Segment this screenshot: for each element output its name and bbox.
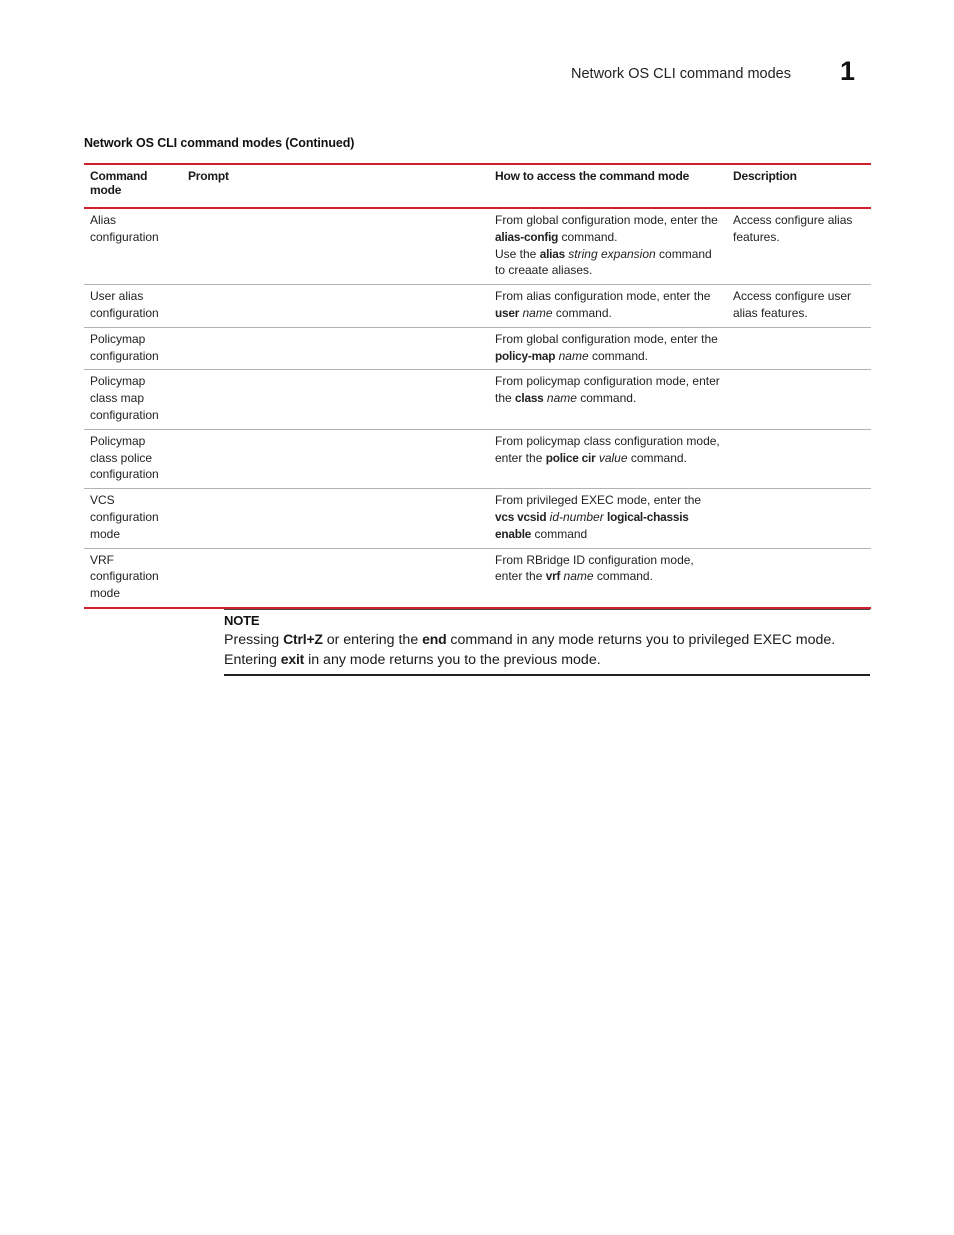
access-text: From alias configuration mode, enter the — [495, 289, 711, 304]
prompt-cell — [182, 489, 489, 548]
command-variable: string expansion — [568, 246, 656, 261]
command-variable: name — [558, 348, 589, 363]
access-text: Use the — [495, 246, 540, 261]
table-row — [84, 489, 871, 548]
column-header: Description — [733, 169, 797, 183]
command-keyword: vcs vcsid — [495, 509, 547, 524]
command-mode-line: Policymap — [90, 331, 146, 346]
access-text: From privileged EXEC mode, enter the — [495, 493, 702, 508]
table-row — [84, 208, 871, 285]
command-mode-cell — [84, 548, 182, 608]
access-cell — [489, 370, 727, 429]
description-cell — [727, 370, 871, 429]
access-cell — [489, 327, 727, 370]
command-mode-line: configuration — [90, 305, 159, 320]
chapter-number: 1 — [840, 56, 856, 86]
note-keyword: end — [422, 631, 447, 647]
access-cell — [489, 285, 727, 328]
command-mode-line: Policymap — [90, 374, 146, 389]
command-keyword: alias — [539, 246, 565, 261]
command-mode-line: Policymap — [90, 433, 146, 448]
access-text: From policymap class configuration mode, enter the — [495, 433, 720, 465]
command-keyword: police cir — [545, 450, 596, 465]
access-text: command — [531, 526, 588, 541]
access-paragraph — [495, 492, 721, 542]
command-mode-line: configuration — [90, 467, 159, 482]
page-header — [0, 56, 954, 94]
note-text: in any mode returns you to the previous mode. — [304, 652, 601, 668]
description-cell: Access configure user alias features. — [733, 289, 852, 320]
column-header: Prompt — [188, 169, 229, 183]
command-variable: name — [563, 569, 594, 584]
command-variable: value — [598, 450, 628, 465]
command-mode-cell — [84, 429, 182, 488]
access-paragraph — [495, 246, 721, 280]
command-mode-line: class map — [90, 391, 145, 406]
command-mode-cell — [84, 327, 182, 370]
prompt-cell — [182, 548, 489, 608]
command-mode-line: VRF — [90, 552, 114, 567]
command-keyword: logical-chassis enable — [495, 509, 689, 541]
table-header-row — [84, 164, 871, 208]
description-cell — [727, 489, 871, 548]
note-text: Entering — [224, 652, 281, 668]
access-text: From policymap configuration mode, enter the — [495, 374, 720, 406]
note-box — [224, 609, 870, 676]
access-text: command. — [627, 450, 687, 465]
access-paragraph — [495, 552, 721, 586]
note-text: Pressing — [224, 632, 284, 648]
command-keyword: class — [515, 391, 544, 406]
command-mode-line: configuration — [90, 348, 159, 363]
table-caption: Network OS CLI command modes (Continued) — [84, 136, 355, 150]
description-cell — [727, 548, 871, 608]
access-text: From global configuration mode, enter the — [495, 331, 718, 346]
note-text: or entering the — [322, 632, 423, 648]
command-mode-cell — [84, 489, 182, 548]
command-mode-line: class police — [90, 450, 153, 465]
access-cell — [489, 548, 727, 608]
command-mode-line: mode — [90, 586, 121, 601]
table-row — [84, 285, 871, 328]
command-modes-table — [84, 163, 871, 609]
access-cell — [489, 208, 727, 285]
note-line-1 — [224, 630, 870, 650]
access-text: command to creaate aliases. — [495, 246, 712, 278]
access-cell — [489, 429, 727, 488]
access-paragraph — [495, 433, 721, 467]
note-label: NOTE — [224, 613, 260, 628]
command-variable: id-number — [549, 509, 604, 524]
command-keyword: alias-config — [495, 229, 559, 244]
access-text: command. — [558, 229, 618, 244]
note-keyword: Ctrl+Z — [283, 631, 323, 647]
table-row — [84, 548, 871, 608]
access-paragraph — [495, 331, 721, 365]
description-cell — [727, 327, 871, 370]
command-mode-cell — [84, 370, 182, 429]
access-text: command. — [593, 569, 653, 584]
column-header: Command mode — [90, 169, 148, 197]
command-mode-line: VCS — [90, 493, 115, 508]
prompt-cell — [182, 327, 489, 370]
command-mode-cell — [84, 285, 182, 328]
note-text: command in any mode returns you to privileged EXEC mode. — [446, 632, 836, 648]
command-mode-line: configuration — [90, 509, 159, 524]
command-mode-line: configuration — [90, 407, 159, 422]
description-cell: Access configure alias features. — [733, 213, 853, 244]
prompt-cell — [182, 370, 489, 429]
command-mode-line: User alias — [90, 289, 144, 304]
command-mode-line: Alias — [90, 213, 117, 227]
access-paragraph — [495, 212, 721, 246]
access-text: command. — [552, 305, 612, 320]
command-mode-cell — [84, 208, 182, 285]
command-keyword: policy-map — [495, 348, 556, 363]
access-text: From RBridge ID configuration mode, enter the — [495, 552, 694, 584]
access-text: From global configuration mode, enter the — [495, 213, 718, 227]
command-keyword: vrf — [545, 569, 561, 584]
table-row — [84, 429, 871, 488]
prompt-cell — [182, 285, 489, 328]
column-header: How to access the command mode — [495, 169, 690, 183]
command-mode-line: configuration — [90, 569, 159, 584]
command-keyword: user — [495, 305, 520, 320]
access-paragraph — [495, 373, 721, 407]
command-variable: name — [546, 391, 577, 406]
header-title: Network OS CLI command modes — [571, 66, 791, 82]
prompt-cell — [182, 429, 489, 488]
access-text: command. — [576, 391, 637, 406]
note-keyword: exit — [280, 651, 305, 667]
table-row — [84, 327, 871, 370]
access-cell — [489, 489, 727, 548]
command-variable: name — [522, 305, 553, 320]
access-paragraph — [495, 288, 721, 322]
command-mode-line: mode — [90, 526, 121, 541]
description-cell — [727, 429, 871, 488]
note-line-2 — [224, 650, 870, 670]
table-body — [84, 208, 871, 608]
access-text: command. — [588, 348, 649, 363]
prompt-cell — [182, 208, 489, 285]
table-row — [84, 370, 871, 429]
command-mode-line: configuration — [90, 229, 159, 244]
